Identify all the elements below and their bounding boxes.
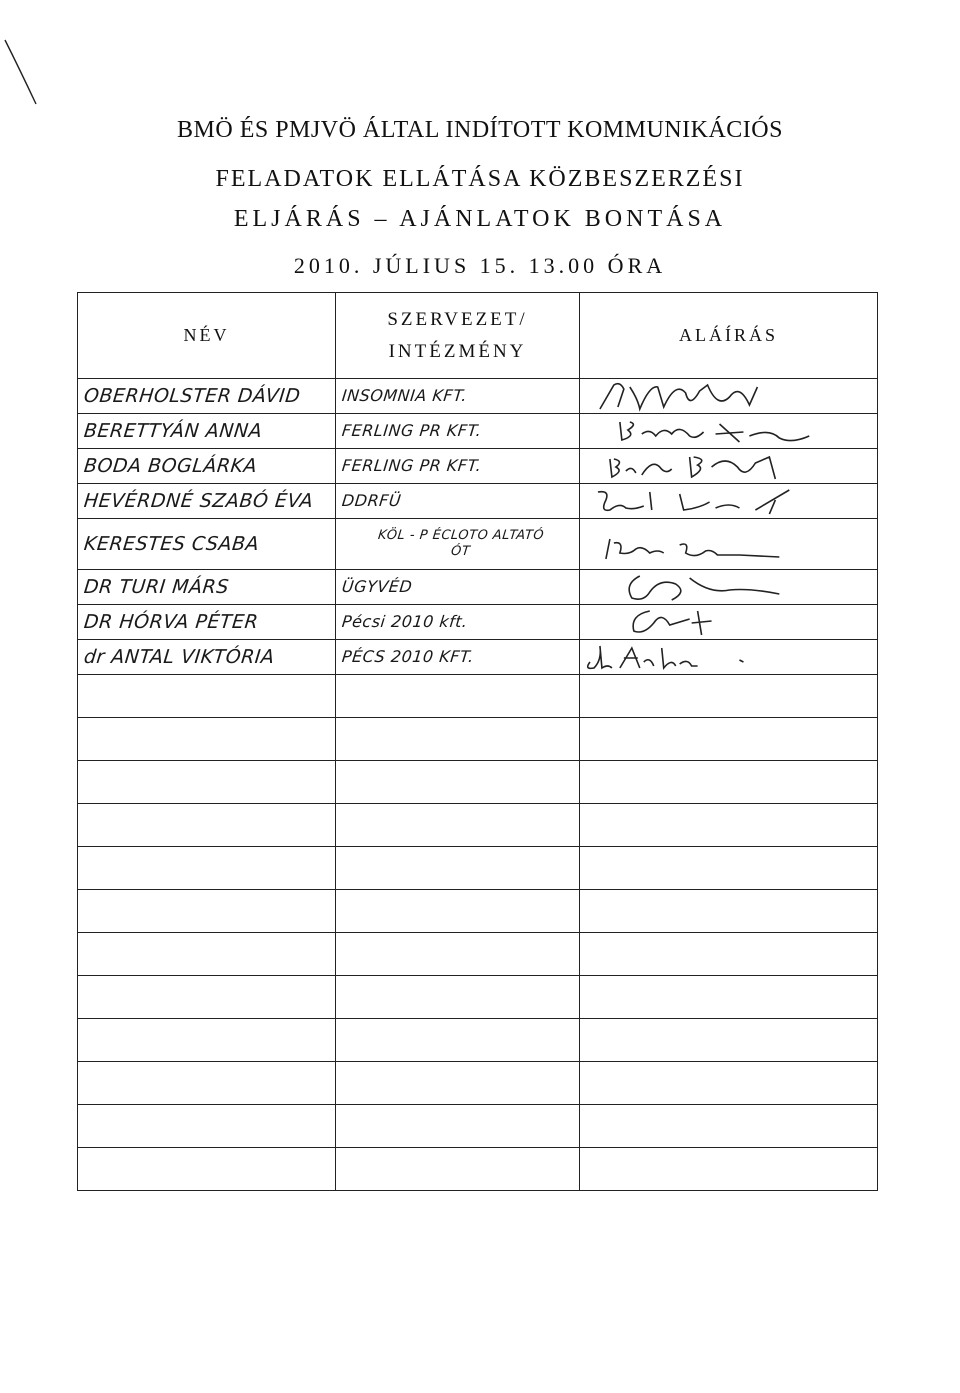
cell-org: PÉCS 2010 KFT. [336, 640, 580, 675]
handwritten-signature [580, 449, 877, 483]
cell-org [336, 890, 580, 933]
cell-org: FERLING PR KFT. [336, 449, 580, 484]
cell-signature [580, 1062, 878, 1105]
cell-org [336, 933, 580, 976]
corner-pen-stroke [0, 0, 60, 110]
table-row [78, 1062, 878, 1105]
cell-name [78, 890, 336, 933]
cell-name [78, 1105, 336, 1148]
handwritten-signature [580, 379, 877, 413]
attendance-table-wrap [77, 292, 877, 1271]
cell-name: BERETTYÁN ANNA [78, 414, 336, 449]
cell-signature [580, 1019, 878, 1062]
cell-name: KERESTES CSABA [78, 519, 336, 570]
table-row [78, 804, 878, 847]
table-row [78, 1148, 878, 1191]
handwritten-signature [580, 605, 877, 639]
cell-signature [580, 933, 878, 976]
table-row [78, 761, 878, 804]
cell-name [78, 1148, 336, 1191]
cell-signature [580, 605, 878, 640]
table-header-row [78, 293, 878, 379]
cell-name [78, 1019, 336, 1062]
cell-org: FERLING PR KFT. [336, 414, 580, 449]
cell-signature [580, 1148, 878, 1191]
header-org-line1: SZERVEZET/ [387, 308, 528, 330]
cell-name [78, 718, 336, 761]
handwritten-signature [580, 570, 877, 604]
cell-signature [580, 890, 878, 933]
cell-name [78, 761, 336, 804]
cell-name [78, 976, 336, 1019]
table-row [78, 449, 878, 484]
cell-org [336, 847, 580, 890]
cell-name [78, 1062, 336, 1105]
cell-org: ÜGYVÉD [336, 570, 580, 605]
cell-name: HEVÉRDNÉ SZABÓ ÉVA [78, 484, 336, 519]
table-row [78, 484, 878, 519]
cell-org [336, 1105, 580, 1148]
org-line-2: ÓT [450, 544, 471, 559]
table-row [78, 1105, 878, 1148]
header-org-line2: INTÉZMÉNY [388, 340, 527, 362]
cell-signature [580, 640, 878, 675]
table-row [78, 718, 878, 761]
table-row [78, 1019, 878, 1062]
title-line-2: FELADATOK ELLÁTÁSA KÖZBESZERZÉSI [215, 166, 745, 192]
cell-name: DR HÓRVA PÉTER [78, 605, 336, 640]
table-row [78, 570, 878, 605]
handwritten-signature [580, 519, 877, 569]
title-line-1: BMÖ ÉS PMJVÖ ÁLTAL INDÍTOTT KOMMUNIKÁCIÓS [177, 117, 783, 143]
cell-org: INSOMNIA KFT. [336, 379, 580, 414]
table-row [78, 414, 878, 449]
cell-org [336, 675, 580, 718]
table-row [78, 976, 878, 1019]
org-line: KÖL - P ÉCLOTO ALTATÓ [376, 528, 545, 543]
cell-signature [580, 976, 878, 1019]
cell-org [336, 1019, 580, 1062]
cell-name [78, 675, 336, 718]
table-row [78, 847, 878, 890]
handwritten-signature [580, 640, 877, 674]
cell-org [336, 718, 580, 761]
cell-signature [580, 847, 878, 890]
cell-org [336, 1062, 580, 1105]
cell-name [78, 804, 336, 847]
title-line-3: ELJÁRÁS – AJÁNLATOK BONTÁSA [233, 206, 727, 232]
cell-org [336, 1148, 580, 1191]
cell-signature [580, 449, 878, 484]
table-row [78, 640, 878, 675]
cell-org [336, 804, 580, 847]
attendance-table [77, 292, 878, 1191]
cell-signature [580, 718, 878, 761]
title-date-line: 2010. JÚLIUS 15. 13.00 ÓRA [293, 253, 667, 278]
cell-signature [580, 675, 878, 718]
header-organization [336, 293, 580, 379]
cell-name: dr ANTAL VIKTÓRIA [78, 640, 336, 675]
cell-signature [580, 570, 878, 605]
cell-org: Pécsi 2010 kft. [336, 605, 580, 640]
handwritten-signature [580, 414, 877, 448]
cell-signature [580, 1105, 878, 1148]
cell-org [336, 519, 580, 570]
cell-org [336, 761, 580, 804]
table-row [78, 675, 878, 718]
cell-name: OBERHOLSTER DÁVID [78, 379, 336, 414]
cell-signature [580, 761, 878, 804]
cell-name [78, 847, 336, 890]
header-name: NÉV [78, 293, 336, 379]
table-row [78, 890, 878, 933]
cell-signature [580, 519, 878, 570]
table-row [78, 379, 878, 414]
table-row [78, 605, 878, 640]
table-row [78, 519, 878, 570]
cell-name: DR TURI MÁRS [78, 570, 336, 605]
cell-name [78, 933, 336, 976]
cell-org [336, 976, 580, 1019]
header-signature: ALÁÍRÁS [580, 293, 878, 379]
handwritten-signature [580, 484, 877, 518]
cell-signature [580, 379, 878, 414]
cell-name: BODA BOGLÁRKA [78, 449, 336, 484]
cell-signature [580, 804, 878, 847]
cell-signature [580, 414, 878, 449]
cell-org: DDRFÜ [336, 484, 580, 519]
table-row [78, 933, 878, 976]
cell-signature [580, 484, 878, 519]
